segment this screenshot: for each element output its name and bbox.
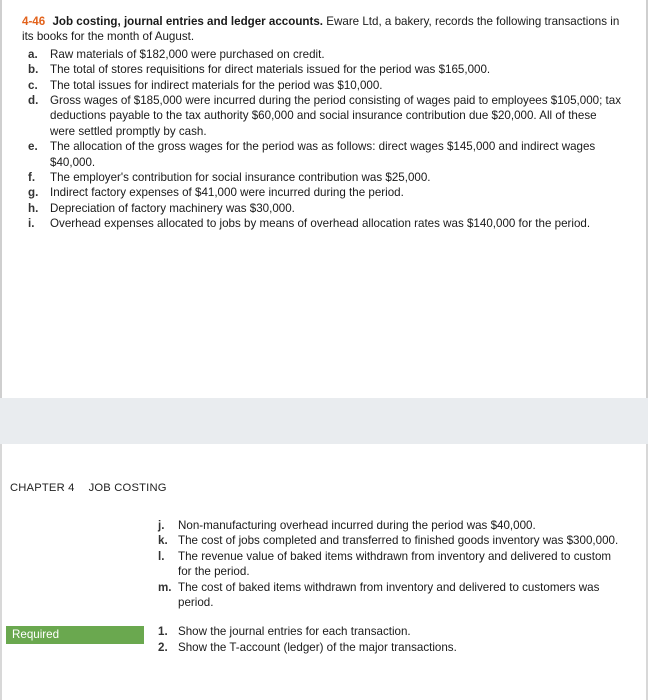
required-number: 1. bbox=[158, 625, 168, 638]
item-letter: k. bbox=[158, 534, 168, 548]
required-list bbox=[156, 624, 626, 655]
required-item bbox=[156, 640, 626, 656]
transaction-list bbox=[22, 47, 622, 232]
list-item bbox=[22, 47, 622, 62]
item-letter: d. bbox=[28, 94, 39, 108]
required-badge: Required bbox=[6, 626, 144, 644]
list-item bbox=[22, 93, 622, 139]
item-text: Raw materials of $182,000 were purchased on credit. bbox=[50, 47, 325, 61]
list-item bbox=[22, 170, 622, 185]
item-letter: i. bbox=[28, 217, 35, 231]
left-border-lower bbox=[0, 444, 2, 700]
list-item bbox=[156, 533, 648, 548]
item-text: The revenue value of baked items withdrawn from inventory and delivered to custom bbox=[178, 549, 612, 563]
item-letter: l. bbox=[158, 549, 165, 563]
required-item bbox=[156, 624, 626, 640]
item-letter: c. bbox=[28, 78, 38, 92]
list-item bbox=[22, 62, 622, 77]
item-text: The allocation of the gross wages for the period was as follows: direct wages $145,000 and indirect wages $40,000. bbox=[50, 140, 596, 169]
item-text: The cost of jobs completed and transferred to finished goods inventory was $300,000. bbox=[178, 534, 619, 548]
list-item bbox=[156, 518, 648, 533]
item-letter: a. bbox=[28, 47, 38, 61]
chapter-label: CHAPTER 4 bbox=[10, 482, 75, 494]
list-item-continuation bbox=[156, 595, 648, 610]
list-item bbox=[22, 139, 622, 170]
list-item bbox=[22, 216, 622, 231]
list-item bbox=[22, 185, 622, 200]
item-text: Overhead expenses allocated to jobs by means of overhead allocation rates was $140,000 for the period. bbox=[50, 217, 591, 231]
item-text: Indirect factory expenses of $41,000 were incurred during the period. bbox=[50, 186, 404, 200]
item-letter: e. bbox=[28, 140, 38, 154]
item-letter: b. bbox=[28, 63, 39, 77]
item-letter: m. bbox=[158, 580, 172, 594]
item-letter: f. bbox=[28, 171, 36, 185]
item-letter: h. bbox=[28, 201, 39, 215]
left-border bbox=[0, 0, 2, 398]
item-text: The total issues for indirect materials for the period was $10,000. bbox=[50, 78, 383, 92]
list-item bbox=[156, 549, 648, 564]
list-item-continuation bbox=[156, 564, 648, 579]
item-text: Gross wages of $185,000 were incurred during the period consisting of wages paid to employees $105,000; tax deductions payable to the tax authority $60,000 and social insurance contribution due $20,000. All of these were settled promptly by cash. bbox=[50, 94, 622, 138]
item-text: for the period. bbox=[178, 565, 250, 579]
problem-heading bbox=[22, 14, 622, 45]
chapter-header bbox=[10, 482, 167, 494]
list-item bbox=[22, 78, 622, 93]
continued-transactions bbox=[156, 516, 648, 610]
list-item bbox=[156, 580, 648, 595]
page-break-band bbox=[0, 398, 648, 444]
item-letter: g. bbox=[28, 186, 39, 200]
problem-intro: Eware Ltd, a bakery, records the following transactions in its books for the month of August. bbox=[22, 15, 620, 44]
continued-list bbox=[156, 518, 648, 610]
chapter-title: JOB COSTING bbox=[88, 482, 167, 494]
item-text: The employer's contribution for social insurance contribution was $25,000. bbox=[50, 171, 431, 185]
problem-number: 4-46 bbox=[22, 15, 46, 28]
item-text: Non-manufacturing overhead incurred during the period was $40,000. bbox=[178, 519, 536, 532]
item-text: period. bbox=[178, 596, 214, 610]
required-text: Show the journal entries for each transaction. bbox=[178, 625, 411, 638]
problem-4-46 bbox=[22, 14, 622, 232]
required-number: 2. bbox=[158, 640, 168, 654]
list-item bbox=[22, 201, 622, 216]
item-letter: j. bbox=[158, 519, 165, 532]
required-text: Show the T-account (ledger) of the major transactions. bbox=[178, 640, 457, 654]
item-text: The total of stores requisitions for direct materials issued for the period was $165,000. bbox=[50, 63, 491, 77]
problem-title: Job costing, journal entries and ledger accounts. bbox=[52, 15, 324, 28]
item-text: Depreciation of factory machinery was $30,000. bbox=[50, 201, 295, 215]
item-text: The cost of baked items withdrawn from inventory and delivered to customers was bbox=[178, 580, 600, 594]
